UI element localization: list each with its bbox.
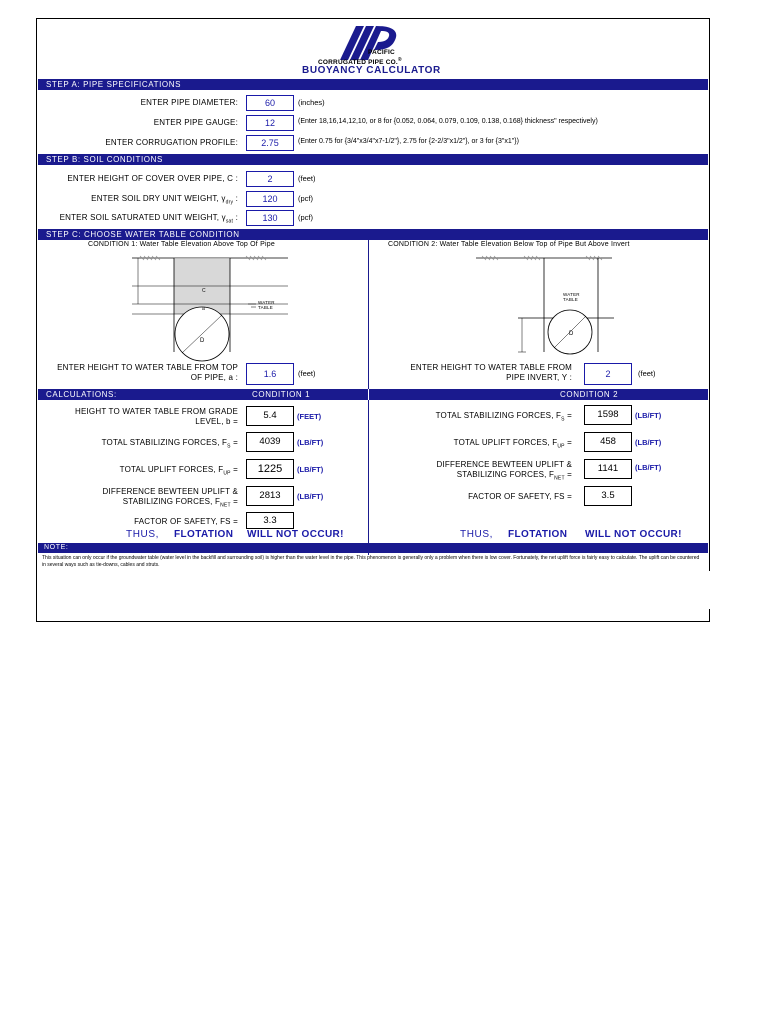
calculations-header [38,389,708,400]
c1-stabilizing-unit: (LB/FT) [297,438,324,447]
c2-difference-label-line2: STABILIZING FORCES, $F_{NET}$ = [456,470,572,482]
c2-difference-label-line1: DIFFERENCE BEWTEEN UPLIFT & [436,460,572,469]
c2-flotation: FLOTATION [508,529,568,540]
condition-1-height-unit: (feet) [298,369,316,378]
c2-thus: THUS, [460,529,493,540]
c1-safety-factor-label: FACTOR OF SAFETY, FS = [134,517,238,526]
c2-difference-value: 1141 [584,459,632,479]
step-b-header: STEP B: SOIL CONDITIONS [38,154,708,165]
company-name-line2: CORRUGATED PIPE CO.® [318,57,402,67]
c1-thus: THUS, [126,529,159,540]
sheet-bottom-border [36,621,710,622]
svg-text:D: D [200,338,205,344]
c1-flotation: FLOTATION [174,529,234,540]
c1-b-value: 5.4 [246,406,294,426]
c2-uplift-label: TOTAL UPLIFT FORCES, $F_{UP}$ = [453,438,572,450]
c1-b-label-line2: LEVEL, b = [195,417,238,426]
pipe-gauge-label: ENTER PIPE GAUGE: [153,118,238,127]
condition-2-heading: CONDITION 2: Water Table Elevation Below Top of Pipe But Above Invert [388,241,630,248]
svg-text:D: D [569,331,574,337]
c2-safety-factor-label: FACTOR OF SAFETY, FS = [468,492,572,501]
condition-2-height-input[interactable]: 2 [584,363,632,385]
calc-divider [368,389,369,400]
condition-1-input-label-line2: OF PIPE, a : [190,373,238,382]
c1-result: WILL NOT OCCUR! [247,529,344,540]
calculator-sheet [36,18,710,622]
condition-2-water-table-label: WATER TABLE [563,292,580,302]
cover-height-input[interactable]: 2 [246,171,294,187]
pipe-gauge-input[interactable]: 12 [246,115,294,131]
pipe-gauge-note: (Enter 18,16,14,12,10, or 8 for {0.052, 0.064, 0.079, 0.109, 0.138, 0.168} thickness" respectively) [298,118,598,125]
note-header: NOTE: [38,543,708,553]
corrugation-profile-input[interactable]: 2.75 [246,135,294,151]
sheet-right-border [709,18,710,571]
condition-1-calc-title: CONDITION 1 [252,390,311,399]
corrugation-profile-label: ENTER CORRUGATION PROFILE: [105,138,238,147]
c2-stabilizing-value: 1598 [584,405,632,425]
c1-difference-value: 2813 [246,486,294,506]
condition-1-heading: CONDITION 1: Water Table Elevation Above Top Of Pipe [88,241,275,248]
step-c-header: STEP C: CHOOSE WATER TABLE CONDITION [38,229,708,240]
cover-height-unit: (feet) [298,174,316,183]
pipe-diameter-input[interactable]: 60 [246,95,294,111]
calculations-title: CALCULATIONS: [46,390,117,399]
saturated-unit-weight-label: ENTER SOIL SATURATED UNIT WEIGHT, $\gamma_{sat}$ : [59,213,238,225]
sheet-top-border [36,18,710,19]
condition-2-calc-title: CONDITION 2 [560,390,619,399]
note-text: This situation can only occur if the groundwater table (water level in the backfill and surrounding soil) is higher than the water level in the pipe. This phenomenon is generally only a problem when there is low cover. Fortunately, the net uplift force is fairly easy to calculate. The uplift can be countered in several ways such as tie-downs, cables and struts. [42,555,700,568]
page-title: BUOYANCY CALCULATOR [302,65,441,76]
c1-difference-unit: (LB/FT) [297,492,324,501]
c2-difference-unit: (LB/FT) [635,463,662,472]
c2-safety-factor-value: 3.5 [584,486,632,506]
c2-uplift-value: 458 [584,432,632,452]
c2-result: WILL NOT OCCUR! [585,529,682,540]
dry-unit-weight-input[interactable]: 120 [246,191,294,207]
condition-2-input-label-line1: ENTER HEIGHT TO WATER TABLE FROM [410,363,572,372]
c1-difference-label-line2: STABILIZING FORCES, $F_{NET}$ = [122,497,238,509]
c2-uplift-unit: (LB/FT) [635,438,662,447]
c1-difference-label-line1: DIFFERENCE BEWTEEN UPLIFT & [102,487,238,496]
saturated-unit-weight-unit: (pcf) [298,213,313,222]
condition-2-input-label-line2: PIPE INVERT, Y : [506,373,572,382]
saturated-unit-weight-input[interactable]: 130 [246,210,294,226]
company-logo-icon [334,22,402,62]
c1-b-label-line1: HEIGHT TO WATER TABLE FROM GRADE [74,407,238,416]
pipe-diameter-label: ENTER PIPE DIAMETER: [140,98,238,107]
sheet-left-border [36,18,37,622]
c1-b-unit: (FEET) [297,412,322,421]
company-name-line1: PACIFIC [368,49,395,56]
condition-1-input-label-line1: ENTER HEIGHT TO WATER TABLE FROM TOP [57,363,238,372]
condition-2-height-unit: (feet) [638,369,656,378]
condition-1-height-input[interactable]: 1.6 [246,363,294,385]
svg-text:a: a [202,306,205,312]
dry-unit-weight-unit: (pcf) [298,194,313,203]
pipe-diameter-unit: (inches) [298,98,325,107]
c1-uplift-label: TOTAL UPLIFT FORCES, $F_{UP}$ = [119,465,238,477]
svg-text:C: C [202,288,206,294]
step-a-header: STEP A: PIPE SPECIFICATIONS [38,79,708,90]
c2-stabilizing-unit: (LB/FT) [635,411,662,420]
corrugation-profile-note: (Enter 0.75 for {3/4"x3/4"x7-1/2"}, 2.75 for {2-2/3"x1/2"}, or 3 for {3"x1"}) [298,138,519,145]
c1-uplift-unit: (LB/FT) [297,465,324,474]
c1-stabilizing-label: TOTAL STABILIZING FORCES, $F_S$ = [101,438,238,450]
dry-unit-weight-label: ENTER SOIL DRY UNIT WEIGHT, $\gamma_{dry}$ : [91,194,238,206]
c1-safety-factor-value: 3.3 [246,512,294,529]
cover-height-label: ENTER HEIGHT OF COVER OVER PIPE, C : [67,174,238,183]
c1-uplift-value: 1225 [246,459,294,479]
condition-1-water-table-label: WATER TABLE [258,300,275,310]
c2-stabilizing-label: TOTAL STABILIZING FORCES, $F_S$ = [435,411,572,423]
condition-2-diagram [474,252,614,362]
c1-stabilizing-value: 4039 [246,432,294,452]
